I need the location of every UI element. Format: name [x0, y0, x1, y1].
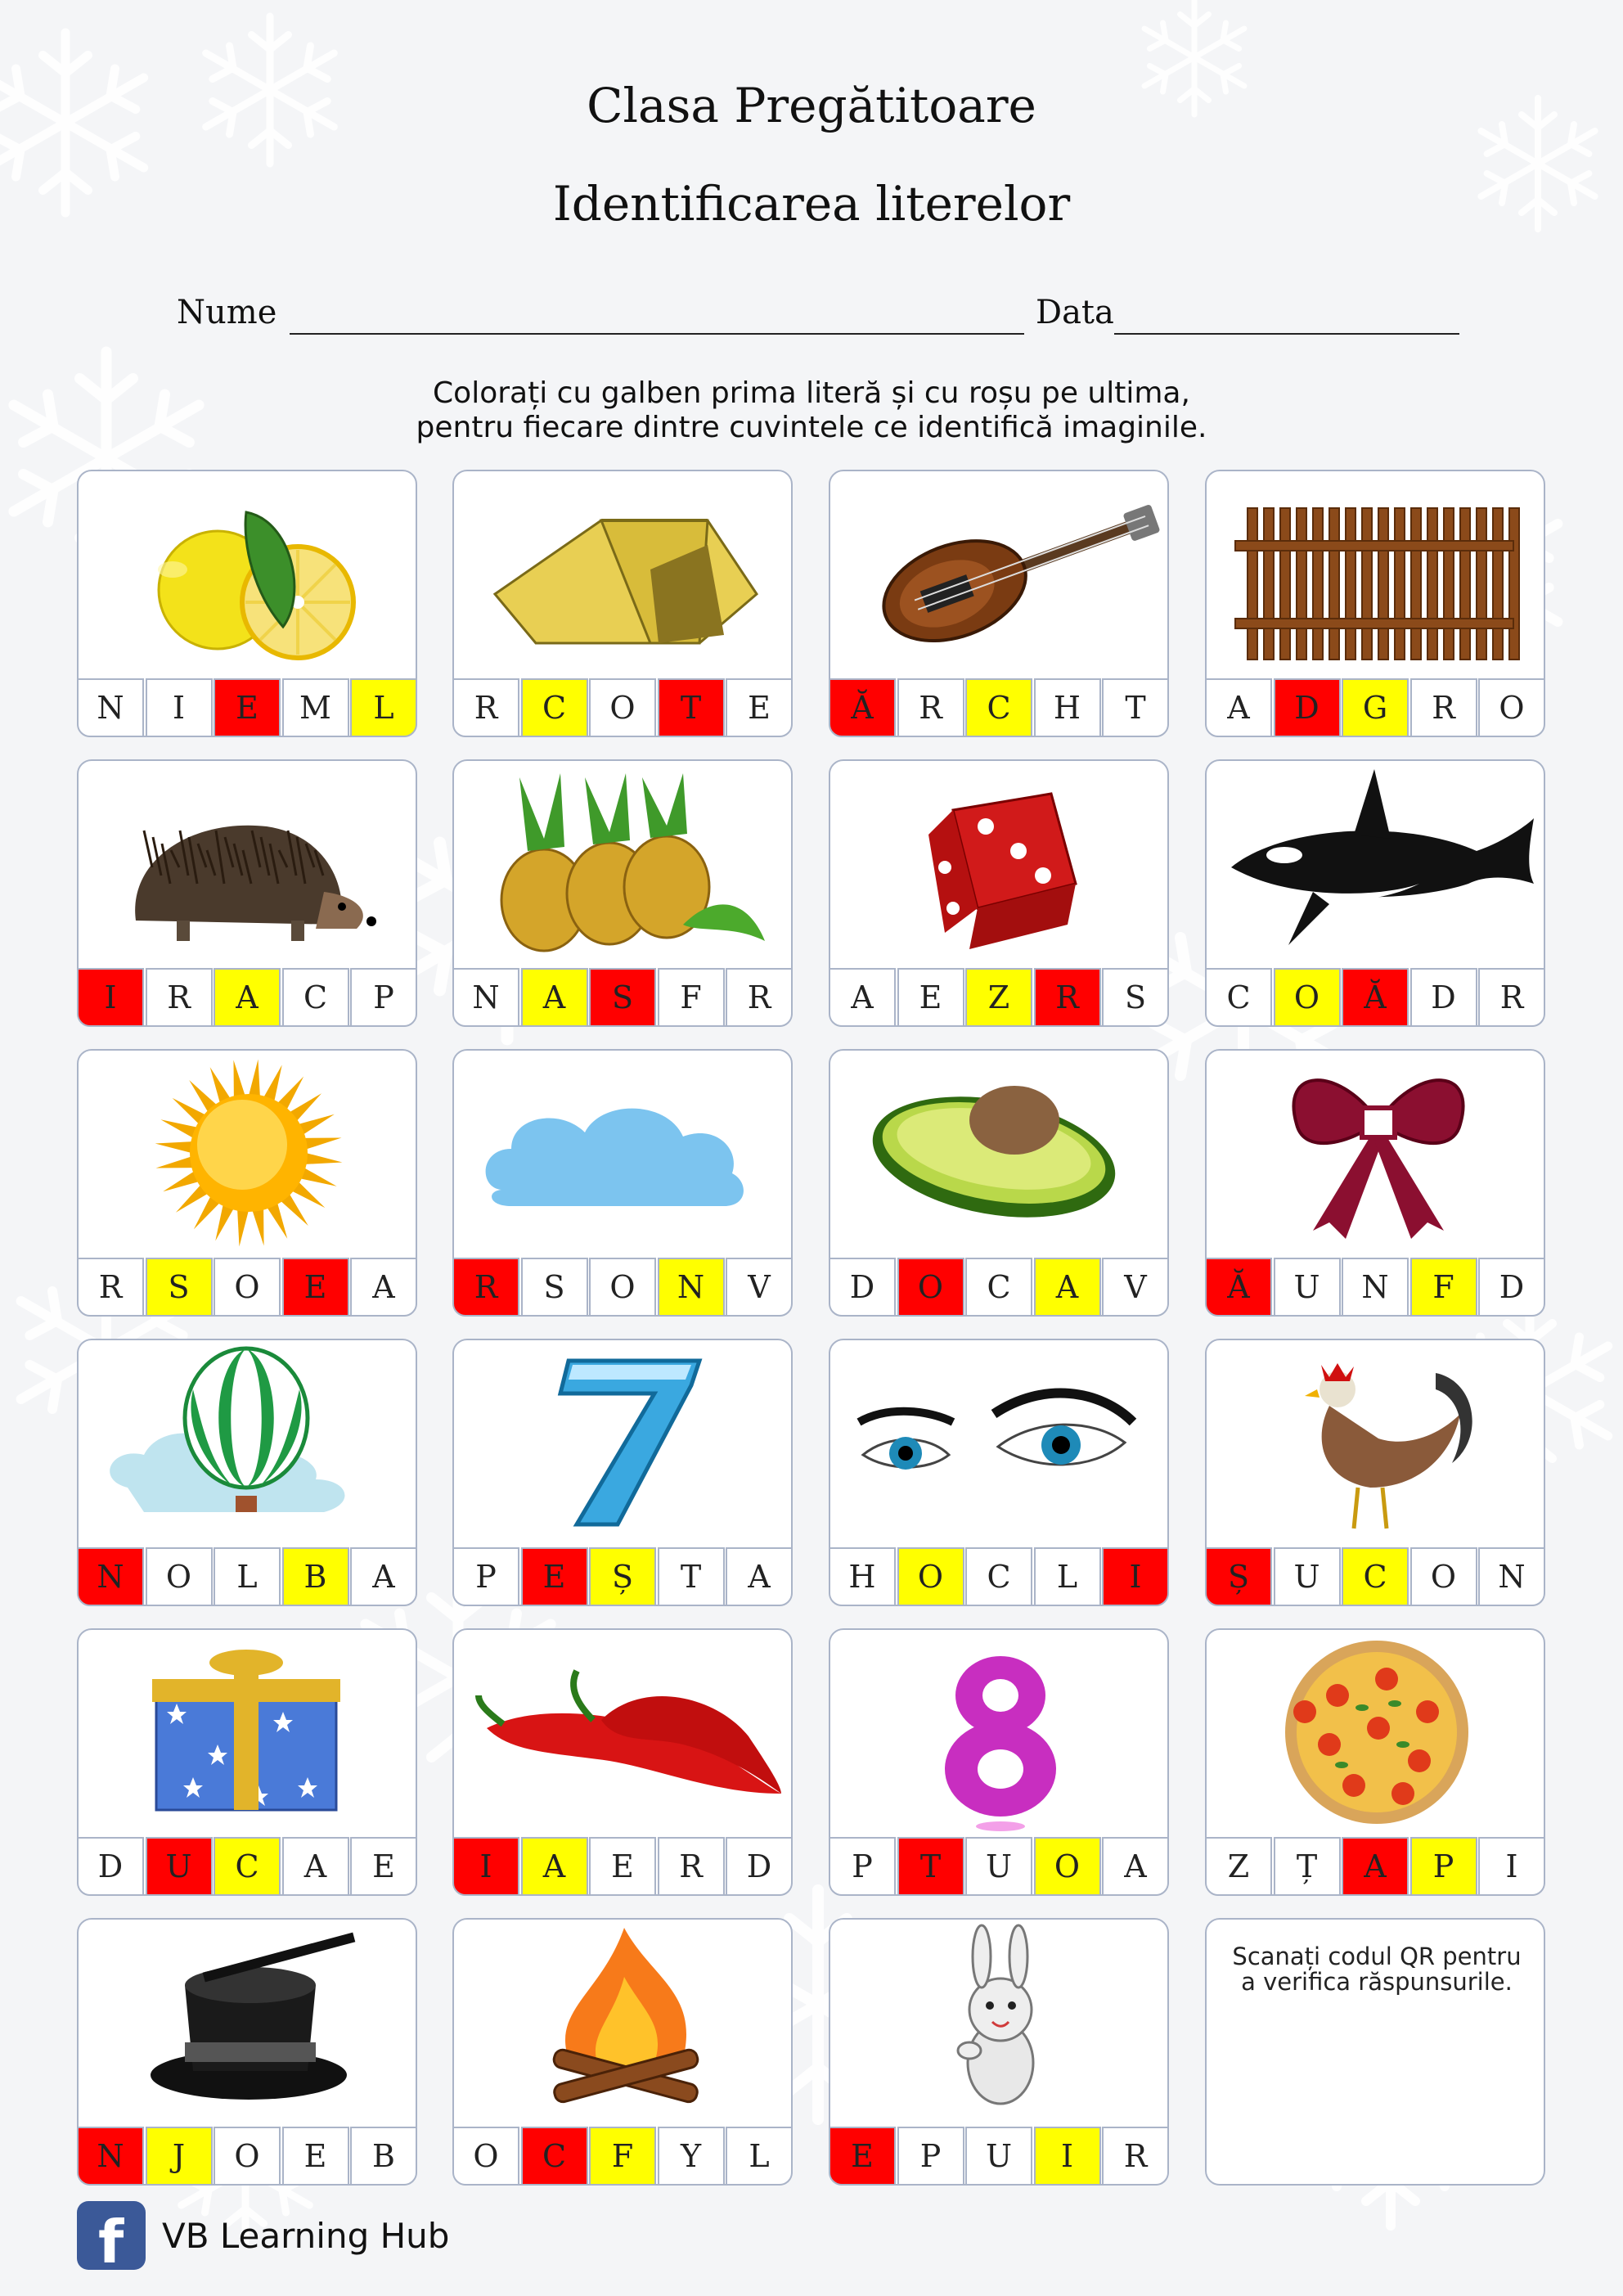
seven-picture [454, 1340, 794, 1545]
exercise-card [452, 759, 793, 1027]
bunny-picture [830, 1920, 1171, 2124]
letter-box[interactable]: A [1205, 678, 1272, 737]
letter-box[interactable]: D [1274, 678, 1341, 737]
letter-box[interactable]: A [521, 968, 588, 1027]
letter-box[interactable]: C [965, 1547, 1032, 1606]
letter-box[interactable]: E [282, 1258, 349, 1317]
exercise-card [452, 1918, 793, 2186]
letter-box[interactable]: R [1034, 968, 1101, 1027]
letter-box[interactable]: G [1342, 678, 1409, 737]
balloon-picture [79, 1340, 419, 1545]
letter-box[interactable]: S [146, 1258, 213, 1317]
letter-box[interactable]: Ș [589, 1547, 656, 1606]
letter-box[interactable]: H [1034, 678, 1101, 737]
letter-box[interactable]: I [1102, 1547, 1169, 1606]
letter-box[interactable]: O [1478, 678, 1545, 737]
letter-box[interactable]: F [1410, 1258, 1477, 1317]
letter-box[interactable]: A [521, 1837, 588, 1896]
letter-box[interactable]: F [658, 968, 725, 1027]
tent-picture [454, 471, 794, 676]
letter-row [1205, 678, 1545, 737]
letter-box[interactable]: C [521, 2127, 588, 2186]
letter-box[interactable]: N [658, 1258, 725, 1317]
exercise-card [829, 759, 1169, 1027]
letter-box[interactable]: N [1478, 1547, 1545, 1606]
instructions-line2: pentru fiecare dintre cuvintele ce identifică imaginile. [416, 411, 1207, 444]
letter-row [452, 968, 793, 1027]
exercise-card [829, 1918, 1169, 2186]
letter-box[interactable]: Ț [1274, 1837, 1341, 1896]
letter-box[interactable]: E [521, 1547, 588, 1606]
letter-box[interactable]: P [452, 1547, 519, 1606]
letter-box[interactable]: O [214, 2127, 281, 2186]
letter-box[interactable]: S [1102, 968, 1169, 1027]
letter-row [829, 2127, 1169, 2186]
letter-box[interactable]: L [350, 678, 417, 737]
letter-row [77, 678, 417, 737]
letter-box[interactable]: R [1410, 678, 1477, 737]
letter-box[interactable]: S [589, 968, 656, 1027]
letter-box[interactable]: O [897, 1258, 964, 1317]
hedgehog-picture [79, 761, 419, 966]
letter-box[interactable]: R [897, 678, 964, 737]
letter-box[interactable]: R [146, 968, 213, 1027]
letter-row [829, 1547, 1169, 1606]
letter-box[interactable]: E [282, 2127, 349, 2186]
letter-row [77, 1258, 417, 1317]
letter-box[interactable]: U [1274, 1258, 1341, 1317]
letter-box[interactable]: A [726, 1547, 793, 1606]
letter-box[interactable]: V [726, 1258, 793, 1317]
letter-box[interactable]: O [589, 678, 656, 737]
letter-row [829, 1258, 1169, 1317]
letter-box[interactable]: C [965, 678, 1032, 737]
letter-box[interactable]: A [350, 1547, 417, 1606]
letter-box[interactable]: P [1410, 1837, 1477, 1896]
letter-box[interactable]: A [214, 968, 281, 1027]
letter-box[interactable]: C [521, 678, 588, 737]
letter-row [829, 678, 1169, 737]
exercise-card [829, 1339, 1169, 1606]
letter-box[interactable]: E [350, 1837, 417, 1896]
pineapples-picture [454, 761, 794, 966]
letter-box[interactable]: L [214, 1547, 281, 1606]
letter-row [452, 1837, 793, 1896]
letter-box[interactable]: T [658, 678, 725, 737]
exercise-card [77, 1628, 417, 1896]
exercise-card [77, 1339, 417, 1606]
letter-box[interactable]: H [829, 1547, 896, 1606]
letter-box[interactable]: U [1274, 1547, 1341, 1606]
qr-instruction: Scanați codul QR pentru a verifica răspunsurile. [1232, 1943, 1522, 1996]
exercise-card [829, 1049, 1169, 1317]
letter-row [452, 1547, 793, 1606]
letter-box[interactable]: D [726, 1837, 793, 1896]
letter-box[interactable]: T [1102, 678, 1169, 737]
instructions-line1: Colorați cu galben prima literă și cu roșu pe ultima, [433, 376, 1190, 410]
exercise-card [1205, 1339, 1545, 1606]
letter-row [1205, 1547, 1545, 1606]
letter-box[interactable]: O [146, 1547, 213, 1606]
cloud-picture [454, 1051, 794, 1255]
letter-box[interactable]: A [1342, 1837, 1409, 1896]
letter-box[interactable]: O [1034, 1837, 1101, 1896]
letter-box[interactable]: D [77, 1837, 144, 1896]
peppers-picture [454, 1630, 794, 1835]
letter-box[interactable]: Ă [1342, 968, 1409, 1027]
eight-picture [830, 1630, 1171, 1835]
exercise-card [829, 470, 1169, 737]
exercise-card [77, 1049, 417, 1317]
letter-row [829, 1837, 1169, 1896]
letter-box[interactable]: F [589, 2127, 656, 2186]
letter-box[interactable]: N [452, 968, 519, 1027]
lemon-picture [79, 471, 419, 676]
letter-row [1205, 968, 1545, 1027]
letter-box[interactable]: I [1034, 2127, 1101, 2186]
letter-box[interactable]: R [1102, 2127, 1169, 2186]
letter-box[interactable]: Y [658, 2127, 725, 2186]
brand-name: VB Learning Hub [162, 2215, 450, 2256]
letter-box[interactable]: M [282, 678, 349, 737]
letter-box[interactable]: R [726, 968, 793, 1027]
letter-box[interactable]: E [726, 678, 793, 737]
letter-row [1205, 1258, 1545, 1317]
letter-box[interactable]: C [1342, 1547, 1409, 1606]
exercise-card [829, 1628, 1169, 1896]
footer [77, 2199, 450, 2276]
letter-box[interactable]: E [829, 2127, 896, 2186]
letter-box[interactable]: R [658, 1837, 725, 1896]
letter-box[interactable]: E [214, 678, 281, 737]
letter-box[interactable]: Ă [1205, 1258, 1272, 1317]
letter-box[interactable]: A [350, 1258, 417, 1317]
exercise-card [77, 470, 417, 737]
letter-box[interactable]: Ă [829, 678, 896, 737]
letter-box[interactable]: O [897, 1547, 964, 1606]
letter-box[interactable]: A [1034, 1258, 1101, 1317]
letter-box[interactable]: O [1410, 1547, 1477, 1606]
letter-row [77, 1547, 417, 1606]
letter-row [77, 968, 417, 1027]
letter-box[interactable]: Ș [1205, 1547, 1272, 1606]
qr-card [1205, 1918, 1545, 2186]
orca-picture [1207, 761, 1547, 966]
top-hat-picture [79, 1920, 419, 2124]
rooster-picture [1207, 1340, 1547, 1545]
letter-box[interactable]: N [1342, 1258, 1409, 1317]
page-subtitle: Identificarea literelor [552, 176, 1071, 232]
pizza-picture [1207, 1630, 1547, 1835]
letter-box[interactable]: N [77, 1547, 144, 1606]
name-label: Nume [177, 294, 277, 331]
letter-box[interactable]: Z [1205, 1837, 1272, 1896]
letter-box[interactable]: J [146, 2127, 213, 2186]
letter-box[interactable]: U [146, 1837, 213, 1896]
letter-box[interactable]: U [965, 1837, 1032, 1896]
letter-box[interactable]: A [829, 968, 896, 1027]
letter-box[interactable]: R [452, 1258, 519, 1317]
letter-box[interactable]: P [897, 2127, 964, 2186]
bow-picture [1207, 1051, 1547, 1255]
exercise-card [452, 1049, 793, 1317]
letter-box[interactable]: O [214, 1258, 281, 1317]
letter-row [829, 968, 1169, 1027]
letter-box[interactable]: E [589, 1837, 656, 1896]
letter-box[interactable]: T [897, 1837, 964, 1896]
letter-box[interactable]: A [1102, 1837, 1169, 1896]
letter-box[interactable]: A [282, 1837, 349, 1896]
letter-box[interactable]: T [658, 1547, 725, 1606]
letter-box[interactable]: I [1478, 1837, 1545, 1896]
letter-box[interactable]: I [452, 1837, 519, 1896]
exercise-card [1205, 1049, 1545, 1317]
letter-row [452, 1258, 793, 1317]
exercise-card [452, 1628, 793, 1896]
letter-box[interactable]: C [965, 1258, 1032, 1317]
gift-picture [79, 1630, 419, 1835]
letter-row [452, 678, 793, 737]
letter-box[interactable]: P [829, 1837, 896, 1896]
exercise-card [452, 470, 793, 737]
letter-box[interactable]: N [77, 2127, 144, 2186]
letter-box[interactable]: N [77, 678, 144, 737]
letter-box[interactable]: D [1478, 1258, 1545, 1317]
letter-box[interactable]: B [350, 2127, 417, 2186]
avocado-picture [830, 1051, 1171, 1255]
letter-box[interactable]: D [829, 1258, 896, 1317]
letter-box[interactable]: L [1034, 1547, 1101, 1606]
letter-box[interactable]: R [452, 678, 519, 737]
letter-box[interactable]: P [350, 968, 417, 1027]
letter-box[interactable]: O [1274, 968, 1341, 1027]
campfire-picture [454, 1920, 794, 2124]
letter-box[interactable]: B [282, 1547, 349, 1606]
letter-box[interactable]: U [965, 2127, 1032, 2186]
letter-row [452, 2127, 793, 2186]
exercise-card [1205, 759, 1545, 1027]
letter-row [1205, 1837, 1545, 1896]
dice-picture [830, 761, 1171, 966]
eyes-picture [830, 1340, 1171, 1545]
letter-box[interactable]: Z [965, 968, 1032, 1027]
letter-box[interactable]: L [726, 2127, 793, 2186]
letter-box[interactable]: I [146, 678, 213, 737]
letter-box[interactable]: I [77, 968, 144, 1027]
letter-box[interactable]: V [1102, 1258, 1169, 1317]
sun-picture [79, 1051, 419, 1255]
letter-box[interactable]: O [589, 1258, 656, 1317]
letter-box[interactable]: C [282, 968, 349, 1027]
letter-row [77, 2127, 417, 2186]
exercise-card [77, 759, 417, 1027]
letter-box[interactable]: E [897, 968, 964, 1027]
letter-row [77, 1837, 417, 1896]
guitar-picture [830, 471, 1171, 676]
letter-box[interactable]: O [452, 2127, 519, 2186]
page-title: Clasa Pregătitoare [587, 78, 1036, 133]
letter-box[interactable]: R [77, 1258, 144, 1317]
exercise-card [1205, 1628, 1545, 1896]
letter-box[interactable]: C [1205, 968, 1272, 1027]
letter-box[interactable]: S [521, 1258, 588, 1317]
exercise-card [77, 1918, 417, 2186]
exercise-card [452, 1339, 793, 1606]
date-label: Data [1036, 294, 1114, 331]
letter-box[interactable]: R [1478, 968, 1545, 1027]
fence-picture [1207, 471, 1547, 676]
letter-box[interactable]: D [1410, 968, 1477, 1027]
exercise-card [1205, 470, 1545, 737]
letter-box[interactable]: C [214, 1837, 281, 1896]
facebook-icon[interactable]: f [77, 2201, 146, 2270]
